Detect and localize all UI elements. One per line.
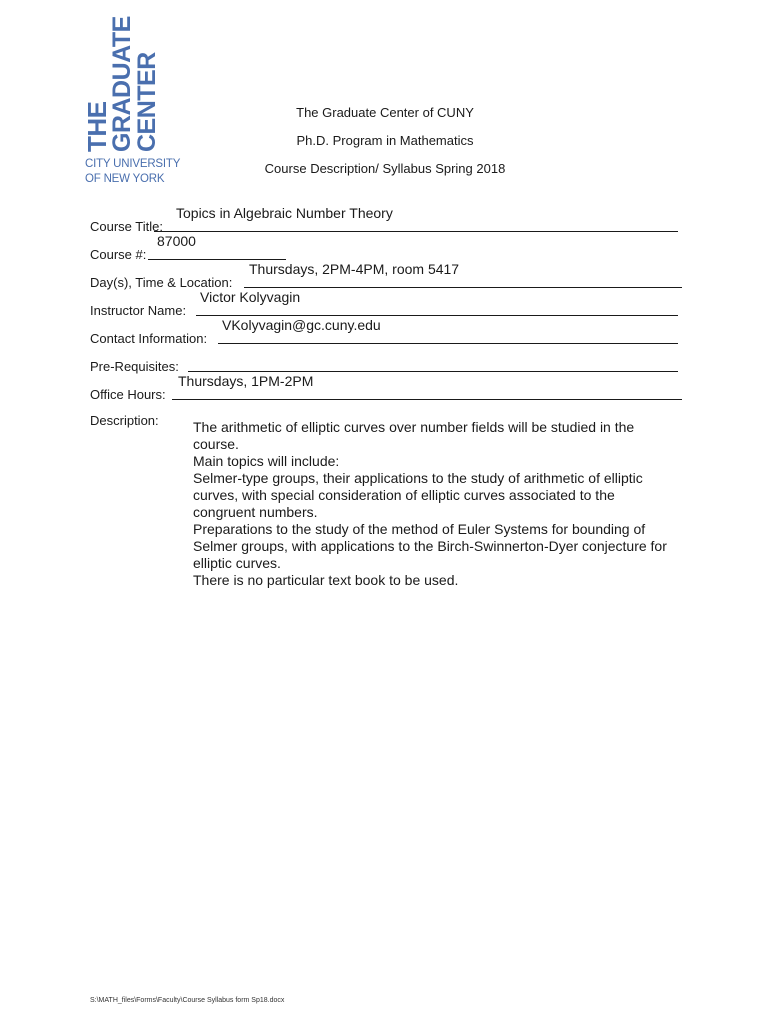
office-hours-label: Office Hours: (90, 387, 166, 402)
course-title-value: Topics in Algebraic Number Theory (176, 205, 393, 221)
contact-information-underline (218, 343, 678, 344)
header-document-title: Course Description/ Syllabus Spring 2018 (264, 161, 506, 176)
description-paragraph-5: There is no particular text book to be used. (193, 572, 459, 588)
office-hours-underline (172, 399, 682, 400)
course-title-row (90, 205, 678, 234)
logo-wordmark (82, 16, 168, 152)
course-title-underline (154, 231, 678, 232)
instructor-name-value: Victor Kolyvagin (200, 289, 301, 305)
logo-word-graduate: GRADUATE (108, 16, 136, 152)
office-hours-row (90, 373, 678, 402)
course-number-label: Course #: (90, 247, 147, 262)
contact-information-row (90, 317, 678, 346)
pre-requisites-row (90, 354, 678, 374)
instructor-name-label: Instructor Name: (90, 303, 187, 318)
footer-file-path: S:\MATH_files\Forms\Faculty\Course Syllabus form Sp18.docx (90, 997, 285, 1004)
days-time-location-value: Thursdays, 2PM-4PM, room 5417 (249, 261, 460, 277)
description-paragraph-1: The arithmetic of elliptic curves over number fields will be studied in the course. (193, 419, 635, 452)
description-paragraph-2: Main topics will include: (193, 453, 340, 469)
description-body (181, 419, 673, 589)
header-institution: The Graduate Center of CUNY (296, 105, 474, 120)
course-number-value: 87000 (157, 233, 196, 249)
logo-word-the: THE (82, 101, 112, 152)
description-paragraph-3: Selmer-type groups, their applications to the study of arithmetic of elliptic curves, with special consideration of elliptic curves associated to the congruent numbers. (193, 470, 643, 520)
contact-information-label: Contact Information: (90, 331, 208, 346)
description-paragraph-4: Preparations to the study of the method of Euler Systems for bounding of Selmer groups, with applications to the Birch-Swinnerton-Dyer conjecture for elliptic curves. (193, 521, 667, 571)
course-title-label: Course Title: (90, 219, 163, 234)
days-time-location-label: Day(s), Time & Location: (90, 275, 233, 290)
pre-requisites-label: Pre-Requisites: (90, 359, 179, 374)
days-time-location-row (90, 261, 678, 290)
header-program: Ph.D. Program in Mathematics (296, 133, 474, 148)
description-label: Description: (90, 413, 159, 428)
course-number-row (90, 233, 678, 262)
pre-requisites-underline (188, 371, 678, 372)
instructor-name-underline (196, 315, 678, 316)
contact-information-email: VKolyvagin@gc.cuny.edu (222, 317, 381, 333)
days-time-location-underline (244, 287, 682, 288)
course-number-underline (148, 259, 286, 260)
logo-sub-new-york: OF NEW YORK (85, 173, 165, 185)
instructor-name-row (90, 289, 678, 318)
graduate-center-logo (82, 16, 181, 186)
office-hours-value: Thursdays, 1PM-2PM (178, 373, 314, 389)
logo-word-center: CENTER (133, 52, 161, 152)
logo-sub-city-university: CITY UNIVERSITY (85, 158, 181, 170)
